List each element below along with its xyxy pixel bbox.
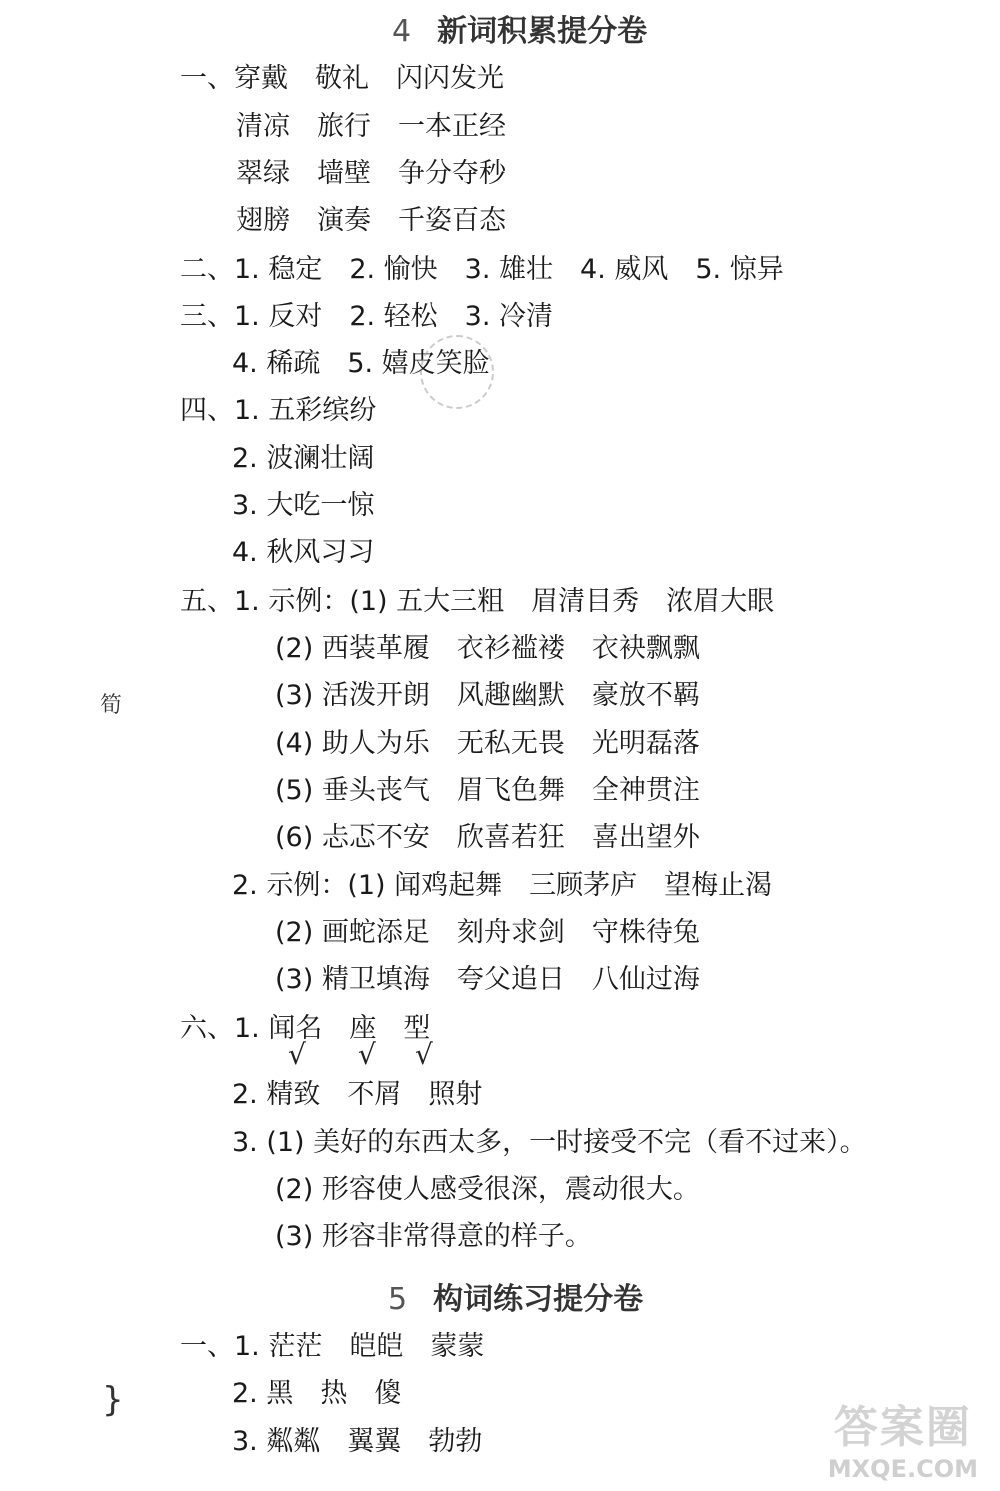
section-number: 4 bbox=[392, 14, 412, 49]
check-mark: √ bbox=[288, 1038, 306, 1071]
watermark-url: MXQE.COM bbox=[827, 1455, 978, 1483]
section-number: 5 bbox=[388, 1282, 408, 1317]
answer-line: 3. (1) 美好的东西太多，一时接受不完（看不过来）。 bbox=[232, 1127, 867, 1158]
answer-line: 2. 黑 热 傻 bbox=[232, 1378, 402, 1409]
answer-line: (2) 画蛇添足 刻舟求剑 守株待兔 bbox=[275, 917, 700, 948]
margin-char: } bbox=[102, 1380, 124, 1420]
answer-line: 3. 大吃一惊 bbox=[232, 490, 375, 521]
answer-line: (2) 形容使人感受很深，震动很大。 bbox=[275, 1174, 700, 1205]
answer-line: 六、1. 闻名 座 型 bbox=[180, 1013, 431, 1044]
answer-line: 四、1. 五彩缤纷 bbox=[180, 395, 377, 426]
section-title-text: 构词练习提分卷 bbox=[433, 1282, 644, 1317]
answer-line: 翠绿 墙壁 争分夺秒 bbox=[236, 158, 506, 189]
answer-line: 2. 波澜壮阔 bbox=[232, 443, 375, 474]
answer-line: 2. 示例：(1) 闻鸡起舞 三顾茅庐 望梅止渴 bbox=[232, 870, 773, 901]
answer-line: 二、1. 稳定 2. 愉快 3. 雄壮 4. 威风 5. 惊异 bbox=[180, 254, 784, 285]
answer-line: (2) 西装革履 衣衫褴褛 衣袂飘飘 bbox=[275, 633, 700, 664]
watermark-logo: 答案圈 bbox=[833, 1402, 972, 1453]
section-title-text: 新词积累提分卷 bbox=[437, 14, 648, 49]
section5-title bbox=[388, 1274, 643, 1318]
stamp bbox=[420, 335, 494, 409]
answer-line: 一、1. 茫茫 皑皑 蒙蒙 bbox=[180, 1331, 485, 1362]
answer-line: (4) 助人为乐 无私无畏 光明磊落 bbox=[275, 728, 700, 759]
check-mark: √ bbox=[358, 1038, 376, 1071]
watermark bbox=[828, 1391, 978, 1483]
margin-char: 筍 bbox=[100, 693, 123, 718]
answer-line: 4. 秋风习习 bbox=[232, 537, 375, 568]
section4-title bbox=[392, 6, 647, 50]
answer-line: (6) 忐忑不安 欣喜若狂 喜出望外 bbox=[275, 822, 700, 853]
answer-line: 翅膀 演奏 千姿百态 bbox=[236, 205, 506, 236]
answer-line: (3) 精卫填海 夸父追日 八仙过海 bbox=[275, 964, 700, 995]
answer-line: 三、1. 反对 2. 轻松 3. 冷清 bbox=[180, 301, 554, 332]
answer-line: 五、1. 示例：(1) 五大三粗 眉清目秀 浓眉大眼 bbox=[180, 586, 775, 617]
answer-line: 3. 粼粼 翼翼 勃勃 bbox=[232, 1426, 483, 1457]
answer-line: 2. 精致 不屑 照射 bbox=[232, 1079, 483, 1110]
answer-line: (3) 形容非常得意的样子。 bbox=[275, 1221, 592, 1252]
answer-line: (5) 垂头丧气 眉飞色舞 全神贯注 bbox=[275, 775, 700, 806]
check-mark: √ bbox=[415, 1038, 433, 1071]
answer-line: 一、穿戴 敬礼 闪闪发光 bbox=[180, 63, 504, 94]
answer-line: (3) 活泼开朗 风趣幽默 豪放不羁 bbox=[275, 680, 700, 711]
answer-line: 4. 稀疏 5. 嬉皮笑脸 bbox=[232, 348, 490, 379]
answer-line: 清凉 旅行 一本正经 bbox=[236, 111, 506, 142]
